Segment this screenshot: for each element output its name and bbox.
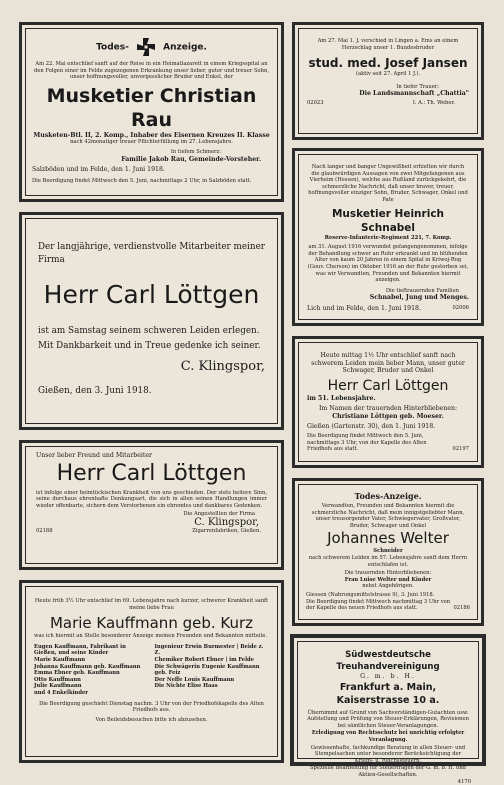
ad-code: 02006 [452,304,469,311]
family-name: Schnabel, Jung und Menges. [369,294,469,302]
burial-note: Die Beerdigung findet Mittwoch den 5. Juni, nachmittags 2 Uhr, in Salzböden statt. [32,177,252,184]
service-line: Erledigung von Rechtsschutz bei unrichtig erfolgter Veranlagung. [311,730,465,743]
intro-text: Am 22. Mai entschlief sanft auf der Reise in ein Heimatlazarett in einem Kriegsspital an den Folgen einer im Felde zugezogenen Erkrankung unser lieber, guter und treuer Sohn, unser hoffnungsvoller, unvergesslicher Bruder und Enkel, der [34,61,269,81]
body-text: am 31. August 1916 verwundet gefangengenommen, infolge der Behandlung schwer an Ruhr erkrankt und im blühenden Alter von kaum 20 Jahren in einem Spital in Kriwoj-Rog (Gouv. Cherson) im Oktober 1916 an der Ruhr gestorben sei, was wir Verwandten, Freunden und Bekannten hiermit anzeigen. [307,244,469,284]
place-date: Salzböden und im Felde, den 1. Juni 1918. [32,166,165,174]
service-line: Gewissenhafte, fachkundige Beratung in allen Steuer- und Stempelsachen unter besonderer Berücksichtigung der Kriegs- u. Reichssteuern. [310,744,466,764]
place-date: Gießen (Gartenstr. 30), den 1. Juni 1918. [307,422,436,430]
obituary-josef-jansen [292,22,484,140]
deceased-name: Musketier Heinrich Schnabel [331,207,445,234]
obituary-johannes-welter [292,478,484,626]
company-title: Südwestdeutsche Treuhandvereinigung [336,650,440,672]
deceased-name: stud. med. Josef Jansen [308,56,468,71]
mourners-column: Ingenieur Erwin Burmester | Beide z. Z. Chemiker Robert Ebner | im Felde Die Schwägerin Eugenie Kauffmann geb. Feiz Der Neffe Louis Kauffmann Die Nichte Elise Haas [154,643,264,690]
obituary-christian-rau [19,22,284,202]
signature: C. Klingspor, [180,359,265,374]
intro-text: Der langjährige, verdienstvolle Mitarbeiter meiner Firma [38,242,265,265]
deceased-name: Johannes Welter [327,529,449,548]
age-line: im 51. Lebensjahre. [307,394,376,402]
obituary-carl-loettgen-family [292,336,484,468]
obituary-carl-loettgen-employees [19,440,284,570]
deceased-name: Herr Carl Löttgen [56,460,247,486]
visit-note: Von Beileidsbesuchen bitte ich abzusehen. [95,716,208,723]
body-text: Mit Dankbarkeit und in Treue gedenke ich seiner. [38,341,261,351]
burial-note: Die Beerdigung findet Mittwoch nachmittag 3 Uhr von der Kapelle des neuen Friedhofs aus statt. [306,598,451,612]
deceased-name: Marie Kauffmann geb. Kurz [49,614,254,633]
intro-text: Heute mittag 1½ Uhr entschlief sanft nach schwerem Leiden mein lieber Mann, unser guter Schwager, Bruder und Onkel [311,352,465,375]
iron-cross-icon [136,37,156,57]
detail-line: nach 42monatiger treuer Pflichterfüllung im 27. Lebensjahre. [70,139,233,146]
company-address: Frankfurt a. Main, Kaiserstrasse 10 a. [336,681,440,706]
mourning-label: Die trauernden Hinterbliebenen: [344,570,432,577]
heading: Todes-Anzeige. [354,491,422,501]
intro-text: Unser lieber Freund und Mitarbeiter [36,452,152,459]
service-line: Spezielle Bearbeitung für Steuerfragen der G. m. b. H. und Aktien-Gesellschaften. [310,765,466,778]
place-date: Lich und im Felde, den 1. Juni 1918. [307,304,421,312]
ad-code: 4170 [457,778,471,785]
heading-left: Todes- [96,42,129,53]
deceased-name: Herr Carl Löttgen [43,280,260,309]
deceased-name: Herr Carl Löttgen [327,377,449,394]
widow-name: Frau Luise Welter und Kinder [344,576,432,583]
company-subtitle: G. m. b. H. [360,673,416,680]
family-name: Familie Jakob Rau, Gemeinde-Vorsteher. [121,155,261,163]
obituary-marie-kauffmann [19,580,284,763]
mourning-label: Im Namen der trauernden Hinterbliebenen: [318,405,458,413]
signature: I. A.: Th. Weber. [412,99,455,106]
detail-line: (aktiv seit 27. April 1 J.). [355,71,421,78]
signature: C. Klingspor, [194,516,259,528]
mourning-label: Die tieftrauernden Familien [385,287,459,294]
burial-note: Die Beerdigung geschieht Dienstag nachm. 3 Uhr von der Friedhofskapelle des Alten Friedhofs aus. [39,700,264,714]
body-text: was ich hiermit an Stelle besonderer Anzeige meinen Freunden und Bekannten mitteile. [34,633,267,640]
body-text: nach schwerem Leiden im 57. Lebensjahre sanft dem Herrn entschlafen ist. [308,554,468,568]
deceased-name: Musketier Christian Rau [46,84,257,131]
mourning-label: In tiefem Schmerz: [170,148,221,155]
intro-text: Heute früh 3½ Uhr entschlief im 69. Lebensjahre nach kurzer, schwerer Krankheit sanft meine liebe Frau [34,598,269,611]
organization: Die Landsmannschaft „Chattia" [359,90,469,98]
mourners-column: Eugen Kauffmann, Fabrikant in Gießen, und seine Kinder Marie Kauffmann Johanna Kauffmann geb. Kauffmann Emma Ebner geb. Kauffmann Otto Kauffmann Julie Kauffmann und 4 Enkelkinder [34,643,141,696]
detail-line: Schneider [373,548,403,555]
advertisement-treuhandvereinigung [290,634,486,785]
burial-note: Die Beerdigung findet Mittwoch den 5. Juni, nachmittags 3 Uhr, von der Kapelle des Alten Friedhofs aus statt. [307,433,427,453]
detail-line: Reserve-Infanterie-Regiment 221, 7. Komp. [324,234,452,241]
widow-name: Christiane Löttgen geb. Moeser. [332,412,444,420]
obituary-heinrich-schnabel [292,148,484,326]
mourning-label: In tiefer Trauer: [396,83,439,90]
ad-code: 02186 [453,605,470,612]
place-date: Gießen, den 3. Juni 1918. [38,386,152,396]
body-text: ist am Samstag seinem schweren Leiden erlegen. [38,326,260,336]
ad-code: 02023 [307,99,324,106]
family-line: nebst Angehörigen. [362,583,414,590]
ad-code: 02188 [36,527,53,534]
heading-right: Anzeige. [163,42,207,53]
intro-text: Am 27. Mai 1. J. verschied in Lingen a. Ems an einem Herzschlag unser 1. Bundesbruder [317,38,459,51]
intro-text: Verwandten, Freunden und Bekannten hiermit die schmerzliche Nachricht, daß mein innigstgeliebter Mann, unser treusorgender Vater, Schwiegervater, Großvater, Bruder, Schwager und Onkel [311,503,465,529]
service-line: Übernimmt auf Grund von Sachverständigen-Gutachten usw. Aufstellung und Prüfung von Steuer-Erklärungen, Revisionen bei sämtlichen Steuer-Veranlagungen. [307,709,469,729]
signature-intro: Die Angestellten der Firma [183,511,255,518]
detail-line: Musketen-Btl. II, 2. Komp., Inhaber des Eisernen Kreuzes II. Klasse [33,131,270,139]
body-text: ist infolge einer heimtückischen Krankheit von uns geschieden. Der stets heitere Sinn, seine durchaus ehrenhafte Denkungsart, die sich in allen seinen Handlungen immer wieder offenbarte, sichern dem Verstorbenen ein ehrendes und dankbares Gedenken. [36,489,267,509]
intro-text: Nach langer und banger Ungewißheit erhielten wir durch die glaubwürdigen Aussagen von zwei Mitgefangenen aus Vierheim (Hessen), welche aus Rußland zurückgekehrt, die schmerzliche Nachricht, daß unser braver, treuer, hoffnungsvoller einziger Sohn, Bruder, Schwager, Onkel und Pate [308,164,468,203]
ad-code: 02197 [452,446,469,453]
obituary-carl-loettgen-firm [19,212,284,430]
place-date: Giessen (Nahrungsmittelstrasse 9), 3. Juni 1918. [306,591,435,598]
signature-subtitle: Zigarrenfabriken, Gießen. [192,527,261,534]
